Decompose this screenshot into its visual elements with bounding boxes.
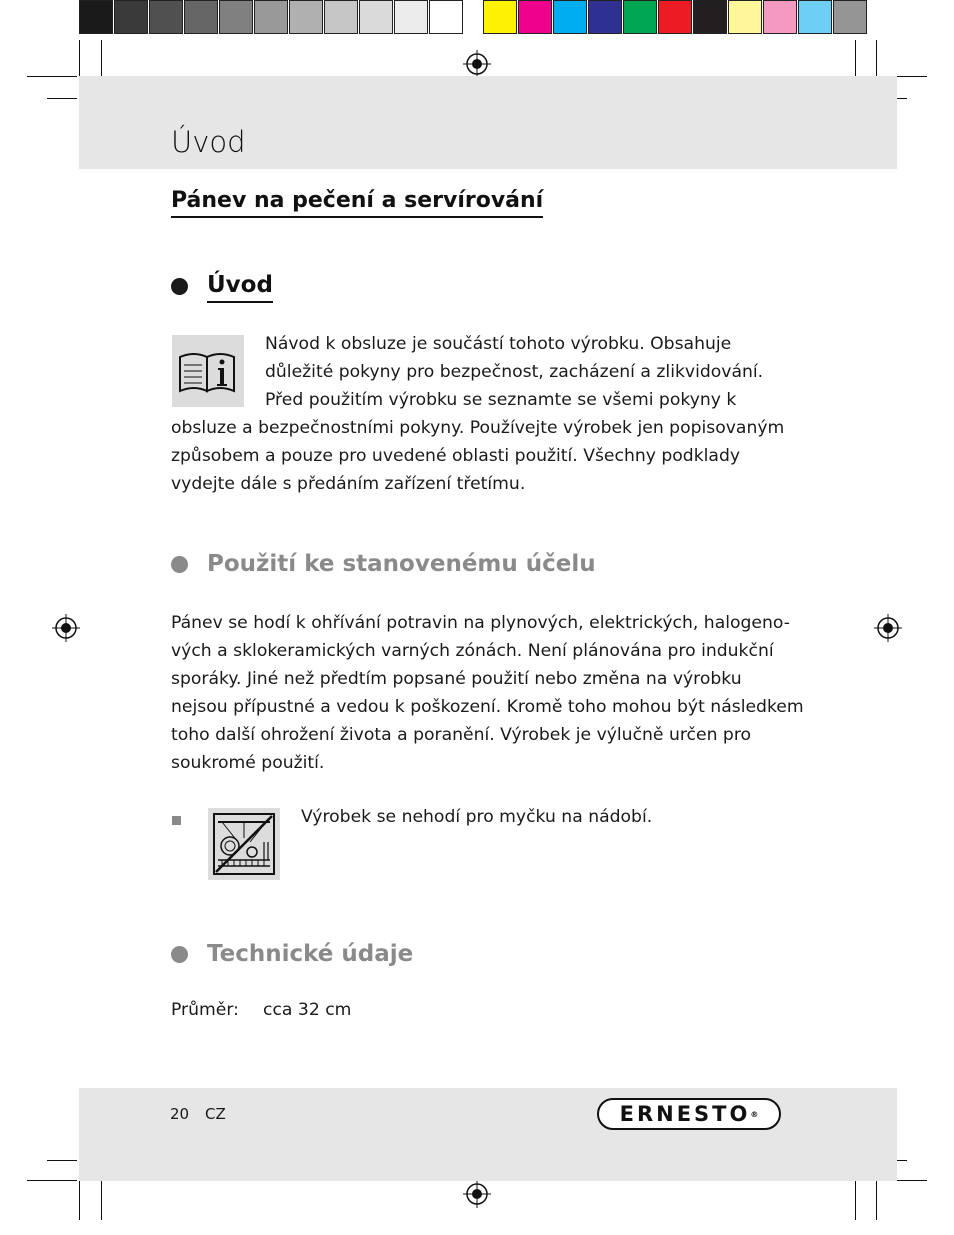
crop-mark (855, 1180, 856, 1220)
intro-line-2: důležité pokyny pro bezpečnost, zacházení a zlikvidování. (265, 362, 764, 382)
crop-mark (47, 1160, 77, 1161)
registered-mark: ® (750, 1109, 759, 1119)
intro-line-3: Před použitím výrobku se seznamte se všemi pokyny k (265, 390, 737, 410)
color-swatch (429, 0, 463, 34)
use-line-3: sporáky. Jiné než předtím popsané použití nebo změna na výrobku (171, 669, 742, 689)
color-swatch (658, 0, 692, 34)
color-swatch (693, 0, 727, 34)
color-swatch (79, 0, 113, 34)
color-swatch (359, 0, 393, 34)
crop-mark (79, 1180, 80, 1220)
color-swatch (324, 0, 358, 34)
grayscale-bar (79, 0, 464, 37)
page-title: Úvod (171, 125, 246, 159)
square-bullet-icon (172, 816, 181, 825)
use-line-4: nejsou přípustné a vedou k poškození. Kromě toho mohou být následkem (171, 697, 804, 717)
brand-logo (597, 1098, 781, 1130)
use-line-6: soukromé použití. (171, 753, 325, 773)
color-swatch (798, 0, 832, 34)
crop-mark (876, 1180, 877, 1220)
color-swatch (588, 0, 622, 34)
color-swatch (114, 0, 148, 34)
color-swatch (149, 0, 183, 34)
tech-spec-label: Průměr: (171, 1000, 239, 1020)
section-heading-intended-use (171, 549, 596, 579)
registration-mark-icon (874, 614, 902, 642)
dishwasher-note: Výrobek se nehodí pro myčku na nádobí. (301, 807, 653, 827)
registration-mark-icon (463, 1180, 491, 1208)
section-heading-label: Technické údaje (207, 941, 414, 967)
color-swatch (184, 0, 218, 34)
section-heading-technical (171, 939, 413, 969)
crop-mark (27, 76, 77, 77)
crop-mark (101, 1180, 102, 1220)
intro-line-6: vydejte dále s předáním zařízení třetímu. (171, 474, 526, 494)
color-swatch (518, 0, 552, 34)
intro-line-4: obsluze a bezpečnostními pokyny. Používejte výrobek jen popisovaným (171, 418, 785, 438)
crop-mark (876, 40, 877, 78)
color-swatch (763, 0, 797, 34)
intro-line-1: Návod k obsluze je součástí tohoto výrobku. Obsahuje (265, 334, 732, 354)
registration-mark-icon (52, 614, 80, 642)
crop-mark (101, 40, 102, 78)
section-heading-intro (171, 270, 273, 303)
crop-mark (27, 1180, 77, 1181)
crop-mark (855, 40, 856, 78)
color-swatch (623, 0, 657, 34)
crop-mark (47, 98, 77, 99)
use-line-1: Pánev se hodí k ohřívání potravin na plynových, elektrických, halogeno- (171, 613, 790, 633)
tech-spec-row (171, 1000, 351, 1020)
registration-mark-icon (463, 50, 491, 78)
language-code: CZ (205, 1105, 226, 1123)
brand-logo-text: ERNESTO (619, 1102, 751, 1126)
use-line-5: toho další ohrožení života a poranění. Výrobek je výlučně určen pro (171, 725, 752, 745)
dishwasher-icon (208, 808, 280, 880)
use-line-2: vých a sklokeramických varných zónách. Není plánována pro indukční (171, 641, 774, 661)
color-swatch (728, 0, 762, 34)
section-heading-label: Použití ke stanovenému účelu (207, 551, 596, 577)
product-title: Pánev na pečení a servírování (171, 187, 543, 218)
page-number: 20 (170, 1105, 190, 1123)
bullet-icon (171, 556, 188, 573)
tech-spec-value: cca 32 cm (263, 1000, 352, 1020)
section-heading-label: Úvod (207, 270, 273, 303)
color-bar (483, 0, 868, 37)
color-swatch (394, 0, 428, 34)
color-swatch (553, 0, 587, 34)
color-swatch (219, 0, 253, 34)
intro-line-5: způsobem a pouze pro uvedené oblasti použití. Všechny podklady (171, 446, 741, 466)
color-swatch (289, 0, 323, 34)
info-book-icon (172, 335, 244, 407)
color-swatch (254, 0, 288, 34)
bullet-icon (171, 946, 188, 963)
bullet-icon (171, 278, 188, 295)
color-swatch (833, 0, 867, 34)
crop-mark (79, 40, 80, 78)
color-swatch (483, 0, 517, 34)
